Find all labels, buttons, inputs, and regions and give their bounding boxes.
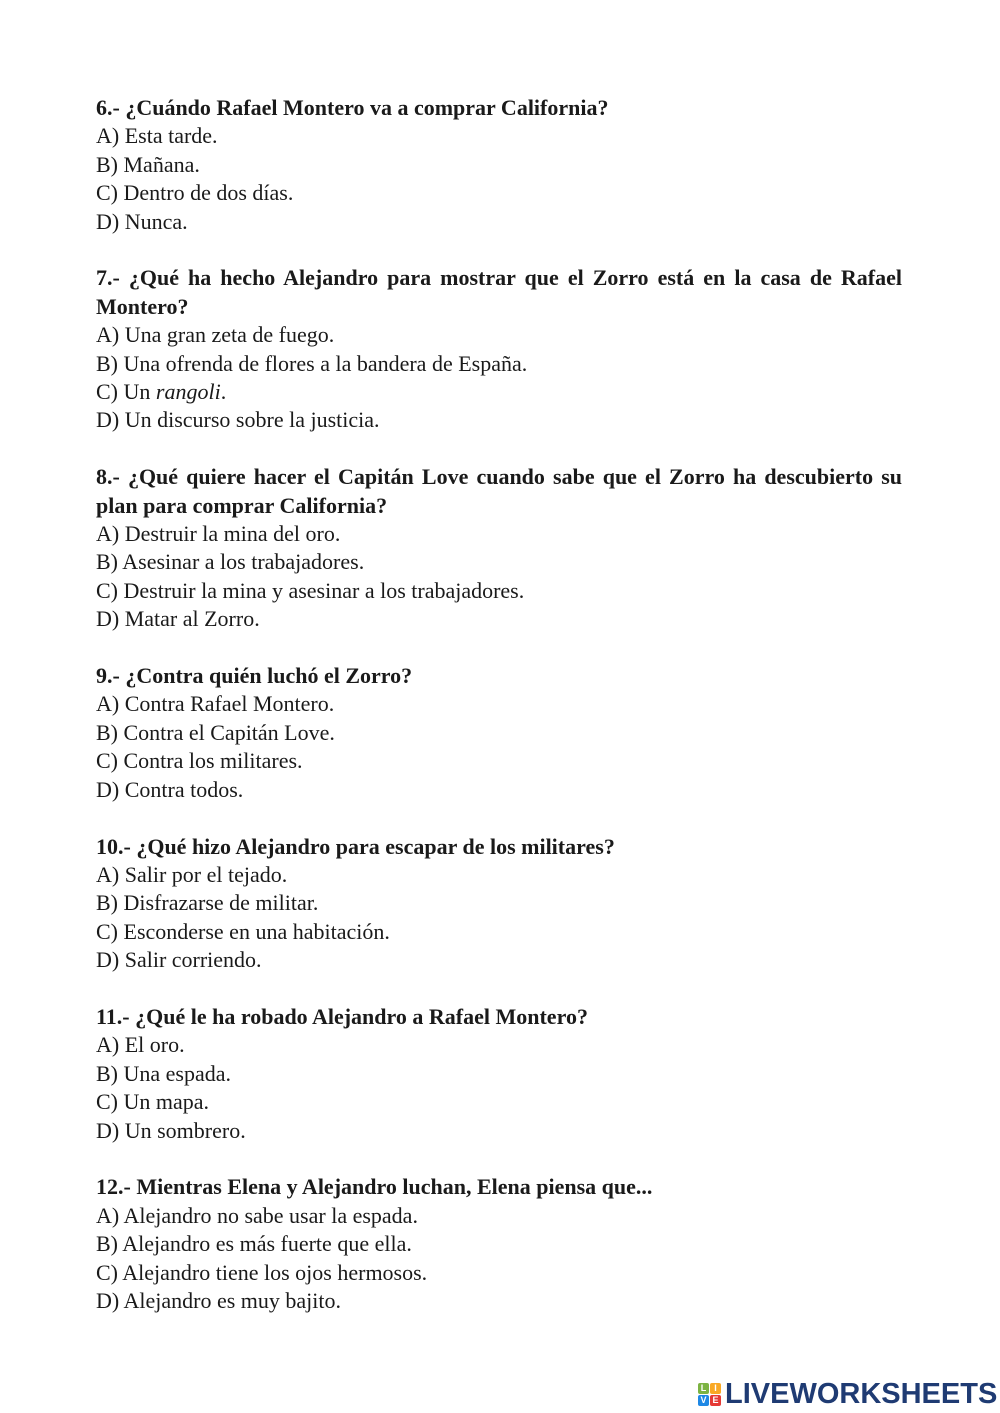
option-text: B) Contra el Capitán Love. [96, 719, 335, 745]
liveworksheets-logo [698, 1378, 997, 1411]
question-block [96, 463, 902, 633]
question-block [96, 1173, 902, 1315]
answer-option [96, 1202, 902, 1230]
question-title: 6.- ¿Cuándo Rafael Montero va a comprar California? [96, 95, 609, 120]
option-text: D) Un sombrero. [96, 1117, 246, 1143]
option-text: A) Una gran zeta de fuego. [96, 322, 335, 348]
option-text: A) Destruir la mina del oro. [96, 521, 341, 547]
answer-option [96, 151, 902, 179]
option-text: C) Alejandro tiene los ojos hermosos. [96, 1259, 428, 1285]
worksheet-questions [96, 94, 902, 1344]
answer-option [96, 690, 902, 718]
answer-option [96, 1088, 902, 1116]
answer-option [96, 889, 902, 917]
option-text: D) Un discurso sobre la justicia. [96, 407, 380, 433]
answer-option [96, 179, 902, 207]
logo-letter-tile: L [698, 1383, 709, 1394]
answer-option [96, 406, 902, 434]
question-title: 9.- ¿Contra quién luchó el Zorro? [96, 663, 413, 689]
answer-option [96, 208, 902, 236]
logo-letter-tile: E [710, 1395, 721, 1406]
option-text: B) Mañana. [96, 151, 200, 177]
option-text: B) Asesinar a los trabajadores. [96, 549, 365, 575]
question-title: 7.- ¿Qué ha hecho Alejandro para mostrar que el Zorro está en la casa de Rafael Montero? [96, 265, 902, 319]
option-text: C) Un mapa. [96, 1089, 210, 1115]
question-title: 11.- ¿Qué le ha robado Alejandro a Rafael Montero? [96, 1003, 588, 1029]
option-text: B) Una ofrenda de flores a la bandera de España. [96, 350, 528, 376]
option-italic-term: rangoli [155, 379, 221, 405]
answer-option [96, 350, 902, 378]
option-text: C) Un [96, 379, 156, 405]
logo-letter-tile: I [710, 1383, 721, 1394]
answer-option [96, 918, 902, 946]
option-text: C) Dentro de dos días. [96, 180, 294, 206]
option-text: A) Alejandro no sabe usar la espada. [96, 1202, 418, 1228]
logo-squares-icon [698, 1383, 721, 1406]
question-block [96, 662, 902, 804]
answer-option [96, 946, 902, 974]
answer-option [96, 605, 902, 633]
logo-letter-tile: V [698, 1395, 709, 1406]
logo-text: LIVEWORKSHEETS [725, 1378, 998, 1410]
option-text: A) El oro. [96, 1032, 185, 1058]
answer-option [96, 747, 902, 775]
option-text: C) Contra los militares. [96, 748, 303, 774]
answer-option [96, 861, 902, 889]
question-title: 8.- ¿Qué quiere hacer el Capitán Love cuando sabe que el Zorro ha descubierto su plan para comprar California? [96, 464, 902, 518]
question-block [96, 264, 902, 434]
option-text: C) Destruir la mina y asesinar a los trabajadores. [96, 577, 525, 603]
option-text: B) Una espada. [96, 1060, 232, 1086]
option-text: A) Salir por el tejado. [96, 861, 288, 887]
option-suffix: . [220, 379, 227, 405]
option-text: A) Contra Rafael Montero. [96, 691, 335, 717]
answer-option [96, 776, 902, 804]
answer-option [96, 1031, 902, 1059]
answer-option [96, 1287, 902, 1315]
option-text: D) Salir corriendo. [96, 947, 262, 973]
option-text: D) Matar al Zorro. [96, 606, 260, 632]
option-text: B) Disfrazarse de militar. [96, 890, 319, 916]
option-text: D) Nunca. [96, 208, 188, 234]
option-text: D) Contra todos. [96, 776, 244, 802]
question-title: 10.- ¿Qué hizo Alejandro para escapar de los militares? [96, 833, 615, 859]
answer-option [96, 378, 902, 406]
option-text: B) Alejandro es más fuerte que ella. [96, 1231, 412, 1257]
answer-option [96, 1117, 902, 1145]
answer-option [96, 1259, 902, 1287]
answer-option [96, 577, 902, 605]
answer-option [96, 719, 902, 747]
answer-option [96, 1230, 902, 1258]
option-text: C) Esconderse en una habitación. [96, 918, 390, 944]
question-title: 12.- Mientras Elena y Alejandro luchan, Elena piensa que... [96, 1174, 653, 1200]
option-text: D) Alejandro es muy bajito. [96, 1287, 342, 1313]
question-block [96, 1003, 902, 1145]
question-block [96, 833, 902, 975]
answer-option [96, 321, 902, 349]
answer-option [96, 548, 902, 576]
answer-option [96, 1060, 902, 1088]
option-text: A) Esta tarde. [96, 123, 218, 149]
question-block [96, 94, 902, 236]
answer-option [96, 122, 902, 150]
answer-option [96, 520, 902, 548]
